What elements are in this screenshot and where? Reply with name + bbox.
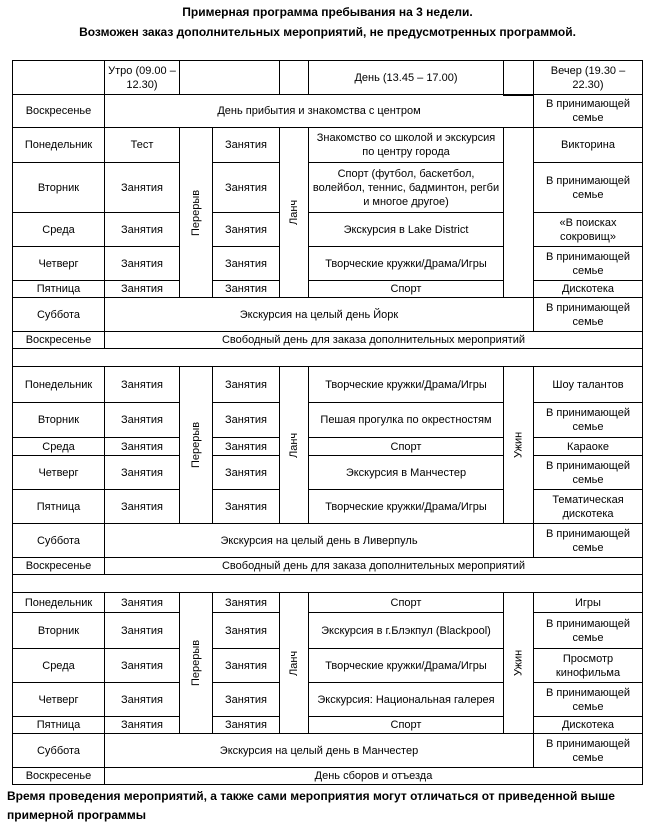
afternoon-activity: Занятия (212, 592, 280, 613)
lunch-label: Ланч (279, 366, 309, 524)
day-activity: Экскурсия: Национальная галерея (308, 682, 504, 717)
break-label: Перерыв (179, 366, 213, 524)
dinner-label: Ужин (503, 592, 534, 734)
day-name: Воскресенье (12, 767, 105, 785)
afternoon-activity: Занятия (212, 455, 280, 490)
lunch-label: Ланч (279, 592, 309, 734)
day-name: Понедельник (12, 366, 105, 403)
day-name: Воскресенье (12, 94, 105, 128)
morning-activity: Занятия (104, 162, 180, 213)
lunch-label: Ланч (279, 127, 309, 298)
day-activity: Спорт (308, 716, 504, 734)
day-name: Четверг (12, 455, 105, 490)
morning-activity: Занятия (104, 612, 180, 649)
day-name: Четверг (12, 682, 105, 717)
day-name: Пятница (12, 280, 105, 298)
afternoon-activity: Занятия (212, 127, 280, 163)
day-activity: Спорт (308, 280, 504, 298)
morning-activity: Занятия (104, 455, 180, 490)
day-name: Среда (12, 648, 105, 683)
day-name: Воскресенье (12, 331, 105, 349)
evening-activity: В принимающей семье (533, 733, 643, 768)
evening-activity: В принимающей семье (533, 612, 643, 649)
evening-activity: В принимающей семье (533, 94, 643, 128)
evening-activity: Шоу талантов (533, 366, 643, 403)
afternoon-activity: Занятия (212, 162, 280, 213)
afternoon-activity: Занятия (212, 489, 280, 524)
break-label: Перерыв (179, 127, 213, 298)
free-day-cell: Свободный день для заказа дополнительных мероприятий (104, 557, 643, 575)
day-activity: Творческие кружки/Драма/Игры (308, 648, 504, 683)
evening-activity: В принимающей семье (533, 455, 643, 490)
morning-activity: Занятия (104, 246, 180, 281)
day-activity: Спорт (308, 592, 504, 613)
day-name: Вторник (12, 402, 105, 438)
afternoon-activity: Занятия (212, 246, 280, 281)
day-name: Суббота (12, 297, 105, 332)
evening-activity: В принимающей семье (533, 402, 643, 438)
evening-activity: Тематическая дискотека (533, 489, 643, 524)
morning-activity: Занятия (104, 212, 180, 247)
day-name: Четверг (12, 246, 105, 281)
break-label: Перерыв (179, 592, 213, 734)
evening-activity: Дискотека (533, 280, 643, 298)
evening-activity: В принимающей семье (533, 162, 643, 213)
afternoon-activity: Занятия (212, 366, 280, 403)
morning-activity: Занятия (104, 437, 180, 456)
dinner-label (503, 94, 534, 96)
day-name: Понедельник (12, 127, 105, 163)
day-activity: Спорт (308, 437, 504, 456)
afternoon-activity: Занятия (212, 280, 280, 298)
evening-activity: Дискотека (533, 716, 643, 734)
afternoon-activity: Занятия (212, 682, 280, 717)
header-evening: Вечер (19.30 – 22.30) (533, 60, 643, 95)
day-activity: Экскурсия в Lake District (308, 212, 504, 247)
free-day-cell: День сборов и отъезда (104, 767, 643, 785)
day-name: Воскресенье (12, 557, 105, 575)
morning-activity: Занятия (104, 402, 180, 438)
day-activity: Знакомство со школой и экскурсия по центру города (308, 127, 504, 163)
header-empty-cell (12, 60, 105, 95)
morning-activity: Занятия (104, 366, 180, 403)
day-activity: Экскурсия в Манчестер (308, 455, 504, 490)
morning-activity: Занятия (104, 280, 180, 298)
evening-activity: «В поисках сокровищ» (533, 212, 643, 247)
day-name: Вторник (12, 612, 105, 649)
week-separator (12, 348, 643, 367)
afternoon-activity: Занятия (212, 612, 280, 649)
day-name: Суббота (12, 733, 105, 768)
morning-activity: Занятия (104, 489, 180, 524)
full-day-excursion: Экскурсия на целый день Йорк (104, 297, 534, 332)
afternoon-activity: Занятия (212, 402, 280, 438)
evening-activity: Игры (533, 592, 643, 613)
dinner-label: Ужин (503, 366, 534, 524)
free-day-cell: Свободный день для заказа дополнительных мероприятий (104, 331, 643, 349)
evening-activity: В принимающей семье (533, 682, 643, 717)
afternoon-activity: Занятия (212, 212, 280, 247)
evening-activity: В принимающей семье (533, 246, 643, 281)
morning-activity: Занятия (104, 592, 180, 613)
day-name: Среда (12, 437, 105, 456)
evening-activity: Викторина (533, 127, 643, 163)
day-name: Среда (12, 212, 105, 247)
evening-activity: Караоке (533, 437, 643, 456)
afternoon-activity: Занятия (212, 648, 280, 683)
document-title: Примерная программа пребывания на 3 недели. (182, 5, 473, 19)
morning-activity: Тест (104, 127, 180, 163)
morning-activity: Занятия (104, 682, 180, 717)
day-activity: Экскурсия в г.Блэкпул (Blackpool) (308, 612, 504, 649)
morning-activity: Занятия (104, 648, 180, 683)
day-activity: Творческие кружки/Драма/Игры (308, 489, 504, 524)
day-activity: Спорт (футбол, баскетбол, волейбол, теннис, бадминтон, регби и многое другое) (308, 162, 504, 213)
evening-activity: Просмотр кинофильма (533, 648, 643, 683)
footer-note: Время проведения мероприятий, а также сами мероприятия могут отличаться от приведенной выше примерной программы (7, 789, 615, 822)
full-day-excursion: День прибытия и знакомства с центром (104, 94, 534, 128)
evening-activity: В принимающей семье (533, 297, 643, 332)
header-day: День (13.45 – 17.00) (308, 60, 504, 95)
day-name: Суббота (12, 523, 105, 558)
morning-activity: Занятия (104, 716, 180, 734)
full-day-excursion: Экскурсия на целый день в Манчестер (104, 733, 534, 768)
day-name: Понедельник (12, 592, 105, 613)
day-activity: Творческие кружки/Драма/Игры (308, 246, 504, 281)
week-separator (12, 574, 643, 593)
document-subtitle: Возможен заказ дополнительных мероприятий, не предусмотренных программой. (79, 25, 576, 39)
evening-activity: В принимающей семье (533, 523, 643, 558)
header-morning: Утро (09.00 – 12.30) (104, 60, 180, 95)
header-empty-cell (179, 60, 280, 95)
afternoon-activity: Занятия (212, 716, 280, 734)
day-name: Пятница (12, 489, 105, 524)
day-activity: Творческие кружки/Драма/Игры (308, 366, 504, 403)
header-empty-cell (503, 60, 534, 95)
afternoon-activity: Занятия (212, 437, 280, 456)
full-day-excursion: Экскурсия на целый день в Ливерпуль (104, 523, 534, 558)
header-empty-cell (279, 60, 309, 95)
day-name: Вторник (12, 162, 105, 213)
day-activity: Пешая прогулка по окрестностям (308, 402, 504, 438)
day-name: Пятница (12, 716, 105, 734)
